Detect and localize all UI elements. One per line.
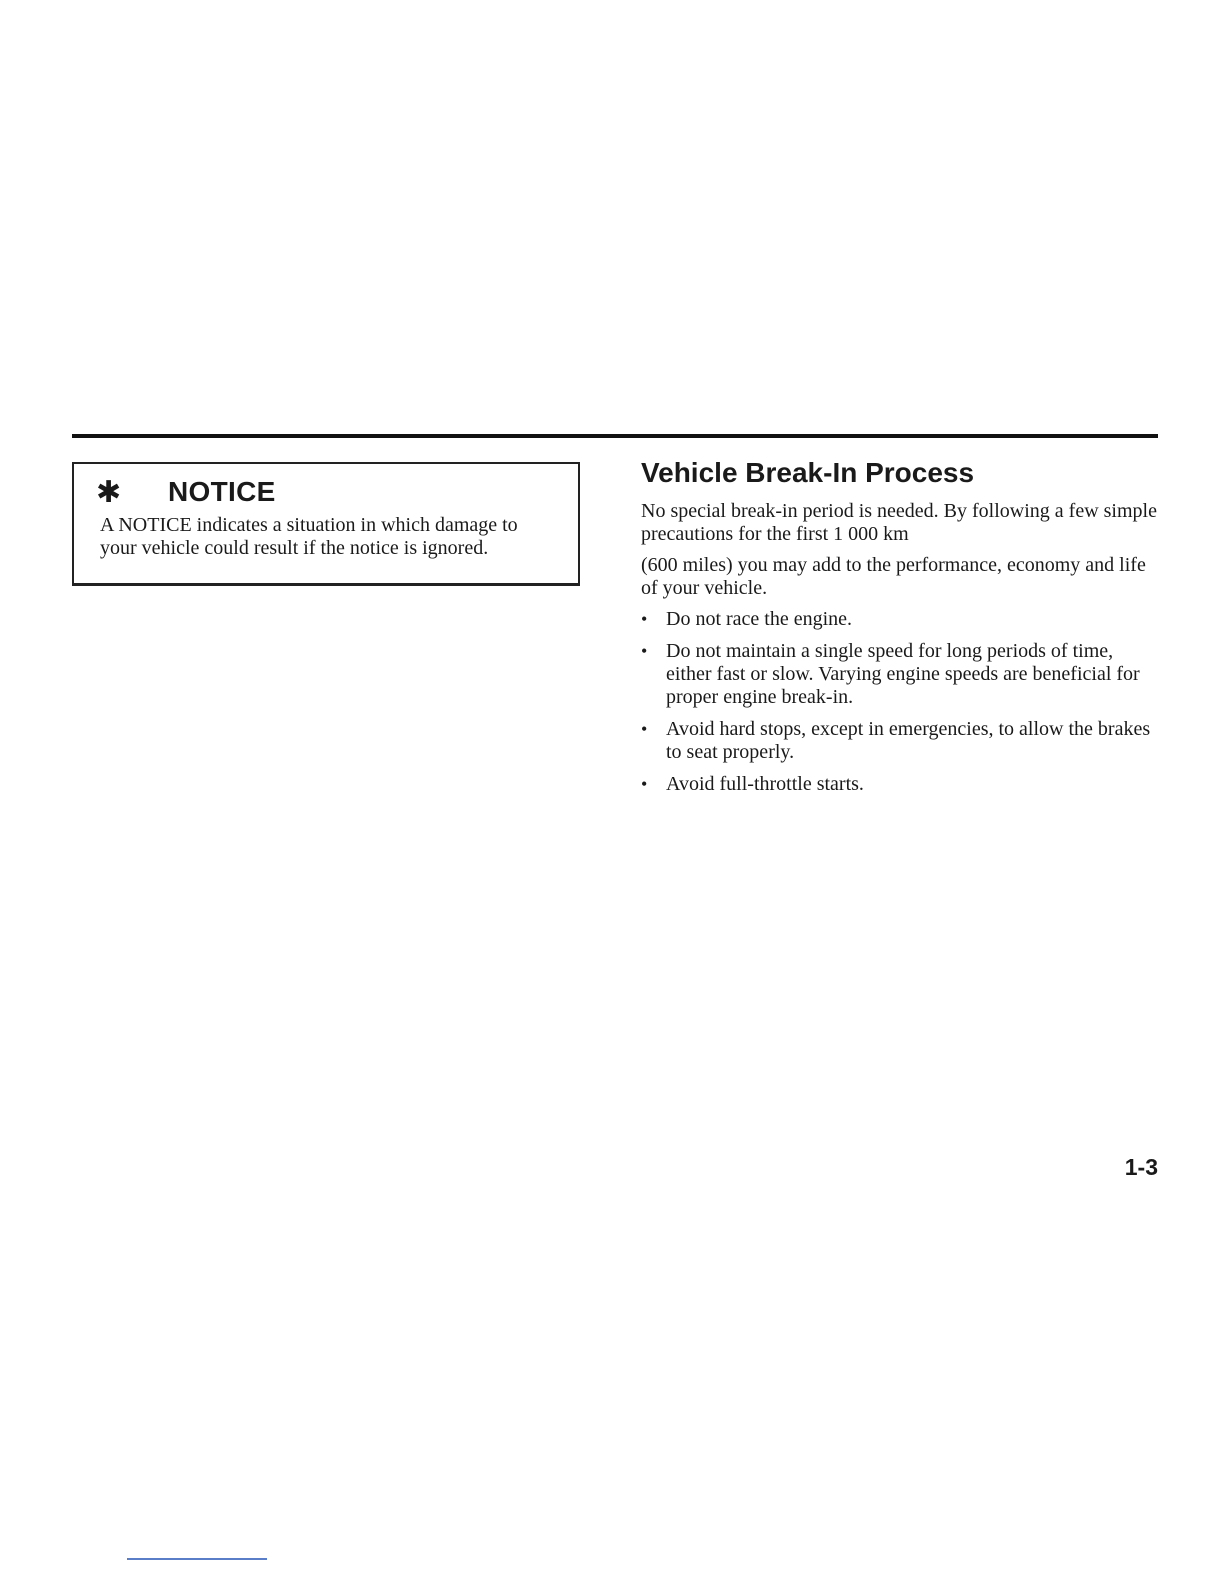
list-item — [641, 773, 1157, 796]
list-item-text: Avoid full-throttle starts. — [666, 773, 864, 795]
list-item — [641, 718, 1157, 764]
section-title: Vehicle Break-In Process — [641, 457, 975, 488]
list-item — [641, 608, 1157, 631]
list-item-text: Avoid hard stops, except in emergencies, to allow the brakes to seat properly. — [666, 718, 1151, 763]
precautions-list — [641, 608, 1157, 796]
bullet-icon: • — [641, 609, 648, 629]
list-item-text: Do not maintain a single speed for long periods of time, either fast or slow. Varying engine speeds are beneficial for proper engine break-in. — [666, 640, 1140, 708]
notice-box — [72, 462, 580, 586]
break-in-section — [641, 456, 1157, 805]
page-number: 1-3 — [1124, 1154, 1158, 1180]
top-divider — [72, 434, 1158, 438]
bullet-icon: • — [641, 719, 648, 739]
bottom-link-rule — [127, 1558, 267, 1560]
bullet-icon: • — [641, 641, 648, 661]
notice-title: NOTICE — [168, 476, 276, 507]
notice-header — [96, 472, 558, 512]
notice-text: A NOTICE indicates a situation in which damage to your vehicle could result if the notice is ignored. — [100, 514, 518, 559]
bullet-icon: • — [641, 774, 648, 794]
list-item — [641, 640, 1157, 709]
list-item-text: Do not race the engine. — [666, 608, 853, 630]
asterisk-icon: ✱ — [96, 475, 122, 510]
section-paragraph: No special break-in period is needed. By following a few simple precautions for the first 1 000 km — [641, 500, 1157, 545]
section-paragraph: (600 miles) you may add to the performance, economy and life of your vehicle. — [641, 554, 1146, 599]
